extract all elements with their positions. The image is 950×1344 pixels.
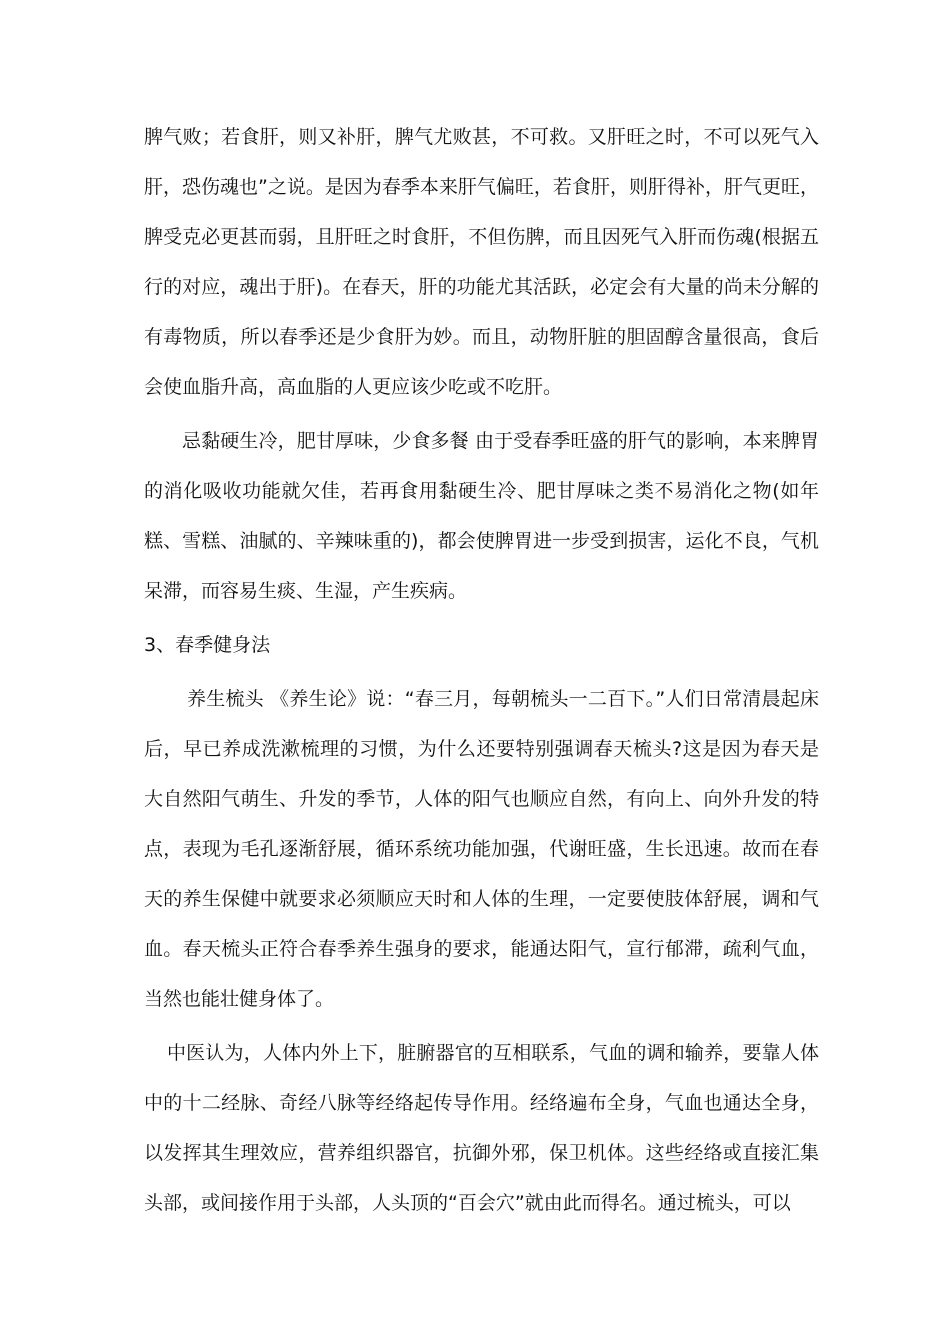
paragraph-avoid-cold-sticky: 忌黏硬生冷，肥甘厚味，少食多餐 由于受春季旺盛的肝气的影响，本来脾胃的消化吸收功能就欠佳，若再食用黏硬生冷、肥甘厚味之类不易消化之物(如年糕、雪糕、油腻的、辛辣味重的)，都会使脾胃进一步受到损害，运化不良，气机呆滞，而容易生痰、生湿，产生疾病。 [144, 430, 819, 602]
section-heading-spring-fitness: 3、春季健身法 [144, 634, 271, 656]
paragraph-hair-combing: 养生梳头 《养生论》说：“春三月，每朝梳头一二百下。”人们日常清晨起床后，早已养成洗漱梳理的习惯，为什么还要特别强调春天梳头?这是因为春天是大自然阳气萌生、升发的季节，人体的阳气也顺应自然，有向上、向外升发的特点，表现为毛孔逐渐舒展，循环系统功能加强，代谢旺盛，生长迅速。故而在春天的养生保健中就要求必须顺应天时和人体的生理，一定要使肢体舒展，调和气血。春天梳头正符合春季养生强身的要求，能通达阳气，宣行郁滞，疏利气血，当然也能壮健身体了。 [144, 688, 819, 1010]
paragraph-liver-continuation: 脾气败；若食肝，则又补肝，脾气尤败甚，不可救。又肝旺之时，不可以死气入肝，恐伤魂也”之说。是因为春季本来肝气偏旺，若食肝，则肝得补，肝气更旺，脾受克必更甚而弱，且肝旺之时食肝，不但伤脾，而且因死气入肝而伤魂(根据五行的对应，魂出于肝)。在春天，肝的功能尤其活跃，必定会有大量的尚未分解的有毒物质，所以春季还是少食肝为妙。而且，动物肝脏的胆固醇含量很高，食后会使血脂升高，高血脂的人更应该少吃或不吃肝。 [144, 126, 819, 398]
paragraph-tcm-meridians: 中医认为，人体内外上下，脏腑器官的互相联系，气血的调和输养，要靠人体中的十二经脉、奇经八脉等经络起传导作用。经络遍布全身，气血也通达全身，以发挥其生理效应，营养组织器官，抗御外邪，保卫机体。这些经络或直接汇集头部，或间接作用于头部，人头顶的“百会穴”就由此而得名。通过梳头，可以 [144, 1042, 819, 1214]
document-body [144, 112, 819, 1228]
